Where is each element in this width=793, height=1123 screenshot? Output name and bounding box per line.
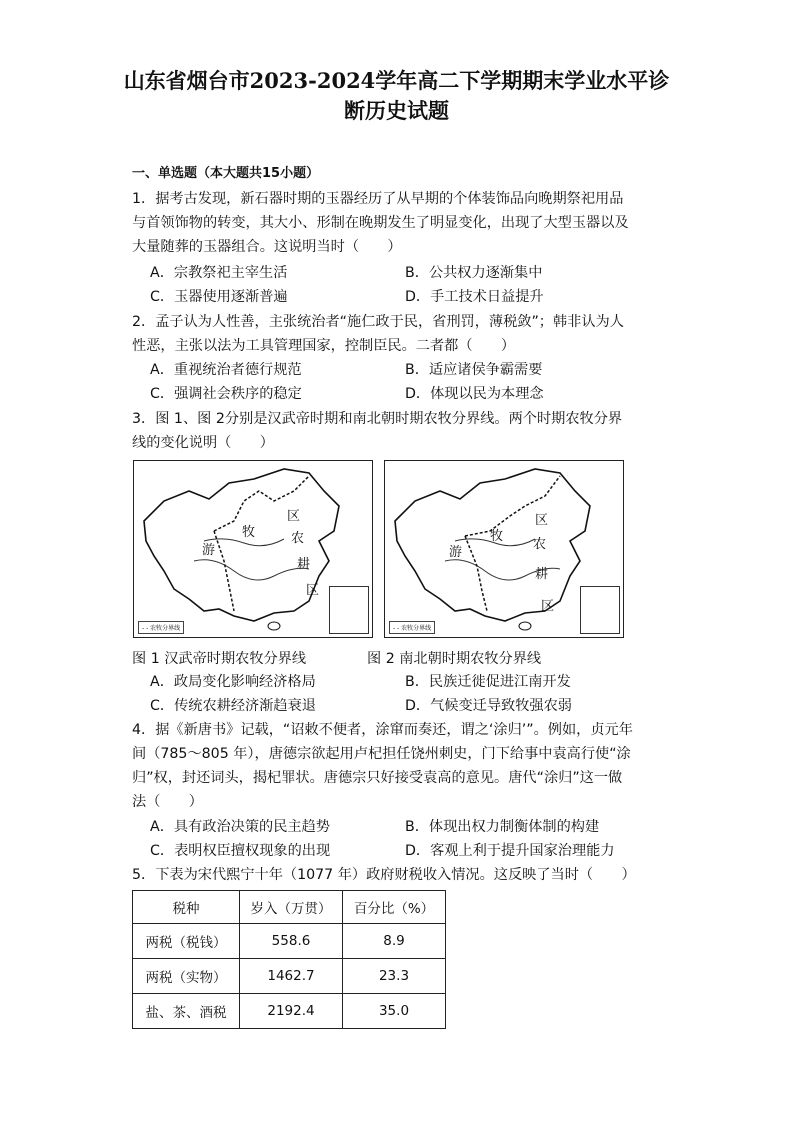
map-label: 区 [287,509,301,524]
table-cell: 35.0 [343,994,446,1029]
option-b[interactable]: B．民族迁徙促进江南开发 [405,674,571,690]
table-cell: 23.3 [343,959,446,994]
table-header-row [133,891,446,924]
question-1 [132,187,667,259]
option-a[interactable]: A．重视统治者德行规范 [150,362,302,378]
exam-title [0,66,793,126]
legend-text: 农牧分界线 [401,625,432,632]
question-line: 1．据考古发现，新石器时期的玉器经历了从早期的个体装饰品向晚期祭祀用品 [132,191,624,207]
map-figure-2 [384,460,624,638]
question-line: 归”权，封还词头，揭杞罪状。唐德宗只好接受袁高的意见。唐代“涂归”这一做 [132,770,623,786]
option-b[interactable]: B．适应诸侯争霸需要 [405,362,543,378]
table-cell: 2192.4 [240,994,343,1029]
table-cell: 两税（实物） [133,959,240,994]
question-line: 大量随葬的玉器组合。这说明当时（ ） [132,239,402,255]
option-d[interactable]: D．体现以民为本理念 [405,386,544,402]
option-c[interactable]: C．强调社会秩序的稳定 [150,386,302,402]
map-label: 农 [533,537,547,552]
question-line: 3．图 1、图 2分别是汉武帝时期和南北朝时期农牧分界线。两个时期农牧分界 [132,411,623,427]
tax-revenue-table [132,890,446,1029]
legend-text: 农牧分界线 [150,625,181,632]
table-cell: 盐、茶、酒税 [133,994,240,1029]
map-inset [329,586,369,634]
section-heading: 一、单选题（本大题共15小题） [132,166,320,181]
question-line: 间（785～805 年），唐德宗欲起用卢杞担任饶州刺史，门下给事中袁高行使“涂 [132,746,631,762]
title-line-2: 断历史试题 [344,98,449,123]
option-c[interactable]: C．玉器使用逐渐普遍 [150,289,288,305]
map-label: 游 [202,543,216,558]
table-header: 百分比（%） [343,891,446,924]
question-4 [132,718,667,814]
option-d[interactable]: D．客观上利于提升国家治理能力 [405,843,615,859]
question-line: 线的变化说明（ ） [132,435,274,451]
question-5 [132,863,667,887]
map-label: 区 [541,599,555,614]
option-d[interactable]: D．气候变迁导致牧强农弱 [405,698,572,714]
map-legend: - - 农牧分界线 [389,621,435,634]
question-1-options [150,261,670,309]
title-line-1: 山东省烟台市2023-2024学年高二下学期期末学业水平诊 [123,68,670,93]
option-a[interactable]: A．具有政治决策的民主趋势 [150,819,330,835]
table-cell: 1462.7 [240,959,343,994]
question-4-options [150,815,670,863]
table-row [133,994,446,1029]
figure-2-caption: 图 2 南北朝时期农牧分界线 [367,651,542,667]
option-d[interactable]: D．手工技术日益提升 [405,289,544,305]
table-cell: 8.9 [343,924,446,959]
question-line: 法（ ） [132,794,203,810]
map-inset [580,586,620,634]
question-line: 5．下表为宋代熙宁十年（1077 年）政府财税收入情况。这反映了当时（ ） [132,867,636,883]
question-line: 性恶，主张以法为工具管理国家，控制臣民。二者都（ ） [132,338,516,354]
option-c[interactable]: C．传统农耕经济渐趋衰退 [150,698,316,714]
question-3-options [150,670,670,718]
table-cell: 两税（税钱） [133,924,240,959]
map-label: 牧 [242,525,256,540]
question-line: 2．孟子认为人性善，主张统治者“施仁政于民，省刑罚，薄税敛”；韩非认为人 [132,314,624,330]
map-label: 区 [535,513,549,528]
map-label: 牧 [490,529,504,544]
table-header: 岁入（万贯） [240,891,343,924]
table-cell: 558.6 [240,924,343,959]
map-label: 耕 [535,567,549,582]
figure-1-caption: 图 1 汉武帝时期农牧分界线 [132,651,307,667]
map-label: 区 [306,583,320,598]
option-c[interactable]: C．表明权臣擅权现象的出现 [150,843,331,859]
map-label: 游 [449,545,463,560]
option-a[interactable]: A．宗教祭祀主宰生活 [150,265,288,281]
map-legend: - - 农牧分界线 [138,621,184,634]
question-2-options [150,358,670,406]
table-header: 税种 [133,891,240,924]
option-a[interactable]: A．政局变化影响经济格局 [150,674,316,690]
option-b[interactable]: B．公共权力逐渐集中 [405,265,543,281]
question-line: 与首领饰物的转变，其大小、形制在晚期发生了明显变化，出现了大型玉器以及 [132,215,629,231]
question-3 [132,407,667,455]
question-2 [132,310,667,358]
table-row [133,924,446,959]
map-label: 农 [291,531,305,546]
map-figure-1 [133,460,373,638]
option-b[interactable]: B．体现出权力制衡体制的构建 [405,819,600,835]
map-label: 耕 [297,557,311,572]
question-line: 4．据《新唐书》记载，“诏敕不便者，涂窜而奏还，谓之‘涂归’”。例如，贞元年 [132,722,633,738]
table-row [133,959,446,994]
